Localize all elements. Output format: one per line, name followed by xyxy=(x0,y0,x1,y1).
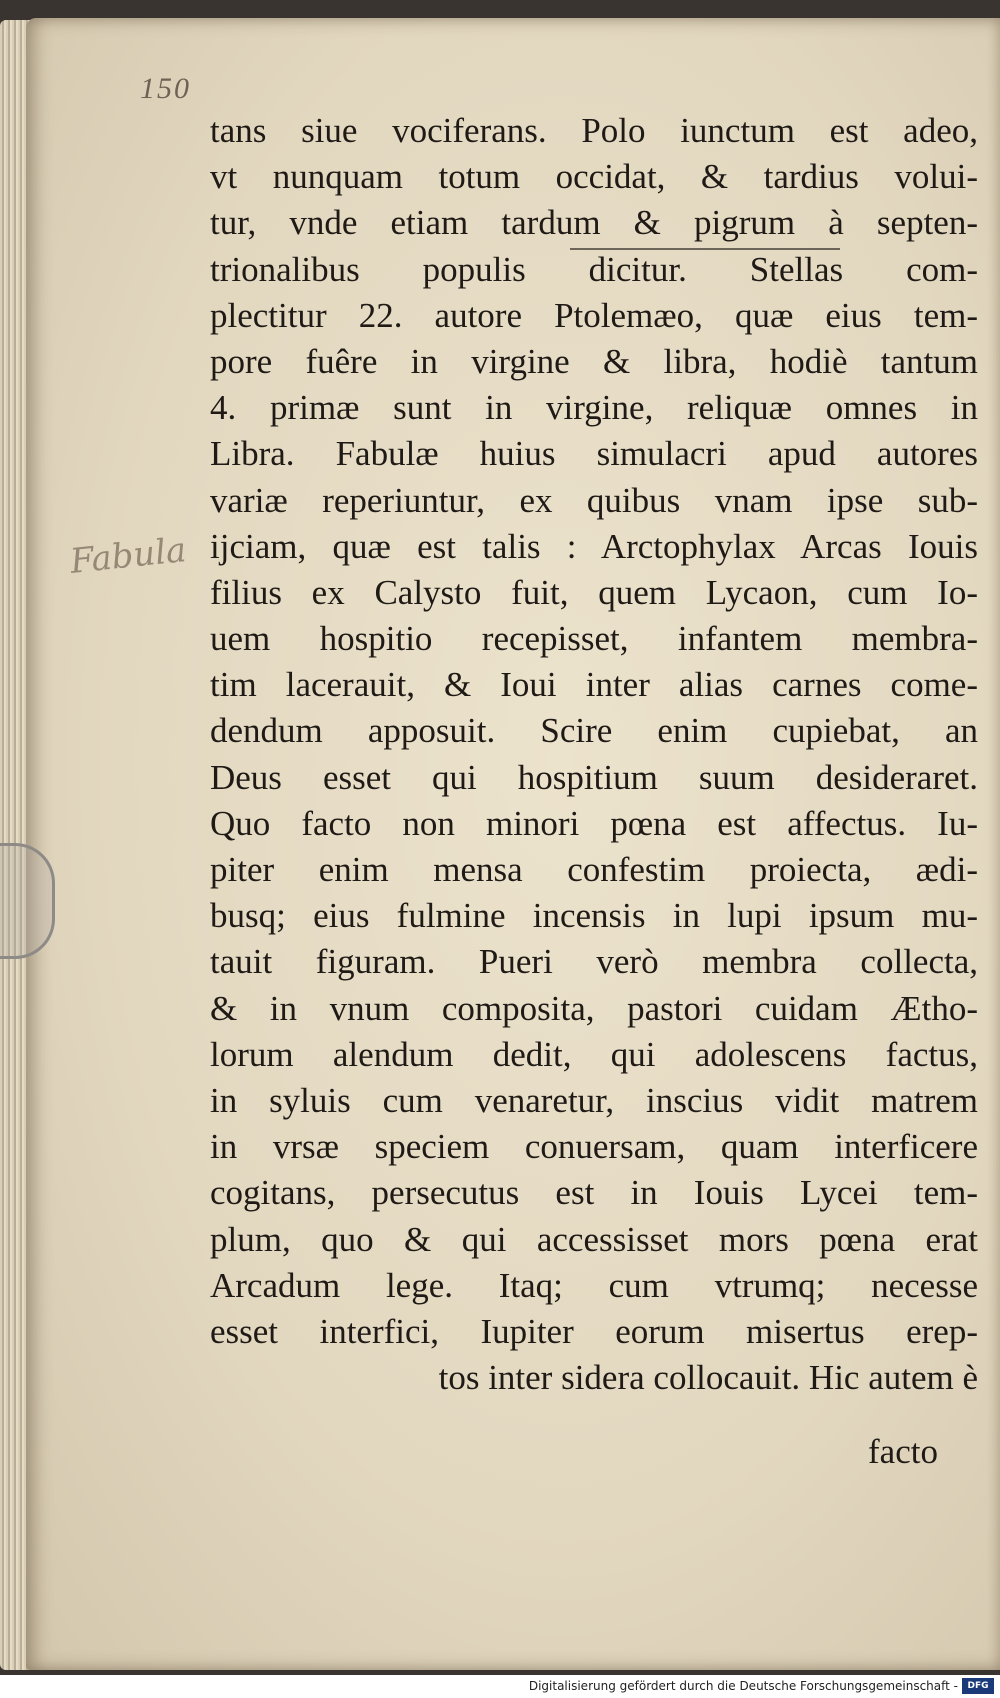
text-line: Libra. Fabulæ huius simulacri apud autores xyxy=(210,434,978,474)
page-clip xyxy=(0,843,55,959)
text-line: esset interfici, Iupiter eorum misertus erep- xyxy=(210,1311,978,1351)
text-line: trionalibus populis dicitur. Stellas com- xyxy=(210,249,978,289)
text-line: variæ reperiuntur, ex quibus vnam ipse sub- xyxy=(210,480,978,520)
text-line: filius ex Calysto fuit, quem Lycaon, cum Io- xyxy=(210,572,978,612)
text-line: tim lacerauit, & Ioui inter alias carnes come- xyxy=(210,665,978,705)
margin-note: Fabula xyxy=(68,530,189,582)
text-line: pore fuêre in virgine & libra, hodiè tantum xyxy=(210,341,978,381)
text-line: plectitur 22. autore Ptolemæo, quæ eius tem- xyxy=(210,295,978,335)
catchword: facto xyxy=(868,1432,938,1471)
text-line: Arcadum lege. Itaq; cum vtrumq; necesse xyxy=(210,1265,978,1305)
body-text xyxy=(210,108,978,1401)
text-line: tauit figuram. Pueri verò membra collecta, xyxy=(210,942,978,982)
text-line: tos inter sidera collocauit. Hic autem è xyxy=(438,1358,978,1398)
text-line: tur, vnde etiam tardum & pigrum à septen- xyxy=(210,203,978,243)
text-line: lorum alendum dedit, qui adolescens factus, xyxy=(210,1034,978,1074)
text-line: uem hospitio recepisset, infantem membra- xyxy=(210,619,978,659)
text-line: piter enim mensa confestim proiecta, ædi- xyxy=(210,850,978,889)
text-line: tans siue vociferans. Polo iunctum est adeo, xyxy=(210,111,978,150)
dfg-logo-icon: DFG xyxy=(962,1678,994,1694)
footer-bar xyxy=(0,1675,1000,1698)
text-line: in syluis cum venaretur, inscius vidit matrem xyxy=(210,1080,978,1120)
text-line: cogitans, persecutus est in Iouis Lycei tem- xyxy=(210,1173,978,1213)
text-line: dendum apposuit. Scire enim cupiebat, an xyxy=(210,711,978,751)
text-line: in vrsæ speciem conuersam, quam interficere xyxy=(210,1127,978,1167)
text-line: ijciam, quæ est talis : Arctophylax Arcas Iouis xyxy=(210,526,978,566)
text-line: Deus esset qui hospitium suum desideraret. xyxy=(210,757,978,797)
funding-credit: Digitalisierung gefördert durch die Deutsche Forschungsgemeinschaft - xyxy=(528,1679,958,1693)
text-line: plum, quo & qui accessisset mors pœna erat xyxy=(210,1219,978,1259)
text-line: vt nunquam totum occidat, & tardius volui- xyxy=(210,157,978,197)
page-number: 150 xyxy=(140,72,191,105)
text-line: busq; eius fulmine incensis in lupi ipsum mu- xyxy=(210,896,978,936)
text-line: & in vnum composita, pastori cuidam Ætho- xyxy=(210,988,978,1028)
text-line: Quo facto non minori pœna est affectus. Iu- xyxy=(210,803,978,843)
text-line: 4. primæ sunt in virgine, reliquæ omnes in xyxy=(210,388,978,428)
